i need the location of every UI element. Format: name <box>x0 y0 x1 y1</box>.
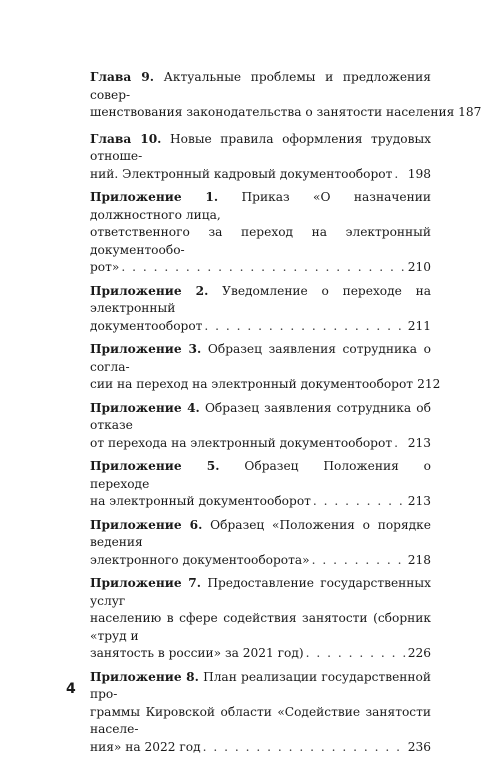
dot-leader <box>313 493 406 511</box>
toc-entry <box>90 517 431 570</box>
toc-entry <box>90 189 431 277</box>
toc-entry-title-line: Новые правила оформления трудовых отноше- <box>90 131 432 163</box>
dot-leader <box>394 435 406 453</box>
toc-entry-label: Приложение 4. <box>90 400 200 415</box>
toc-entry <box>90 131 431 184</box>
toc-entry-label: Приложение 3. <box>90 342 202 356</box>
toc-entry-title-line: План реализации государственной про- <box>90 669 431 701</box>
toc-entry-title-line: Образец «Положения о порядке ведения <box>90 517 431 549</box>
toc-entry <box>90 400 431 453</box>
toc-entry-title-line: шенствования законодательства о занятости населения <box>90 105 455 119</box>
toc-entry-label: Приложение 1. <box>90 190 219 204</box>
toc-entry-title-line: Уведомление о переходе на электронный <box>90 283 431 315</box>
toc-entry-label: Приложение 5. <box>90 459 220 473</box>
toc-entry-page: 213 <box>407 435 431 450</box>
toc-entry-page: 236 <box>407 739 431 754</box>
toc-entry-title-line: Актуальные проблемы и предложения совер- <box>90 70 431 102</box>
toc-entry-title-line: Образец заявления сотрудника об отказе <box>90 400 431 432</box>
toc-entry-title-line: ния» на 2022 год <box>90 739 201 754</box>
toc-entry-title-line: на электронный документооборот <box>90 494 311 508</box>
toc-entry-title-line: Образец заявления сотрудника о согла- <box>90 342 431 374</box>
toc-entry-title-line: населению в сфере содействия занятости (сборник «труд и <box>90 611 431 643</box>
toc-entry <box>90 283 431 336</box>
toc-entry-label: Глава 9. <box>90 70 155 84</box>
dot-leader <box>306 645 406 663</box>
toc-entry-title-line: от перехода на электронный документооборот <box>90 435 393 450</box>
toc-entry-title-line: граммы Кировской области «Содействие занятости населе- <box>90 704 431 736</box>
toc-entry-label: Приложение 6. <box>90 517 203 532</box>
toc-entry-label: Приложение 7. <box>90 576 201 590</box>
dot-leader <box>121 259 405 277</box>
toc-entry-page: 211 <box>407 318 431 333</box>
toc-entry-title-line: ответственного за переход на электронный документообо- <box>90 225 431 257</box>
toc-entry-title-line: Приказ «О назначении должностного лица, <box>90 190 431 222</box>
toc-entry <box>90 69 482 122</box>
toc-entry-title-line: ний. Электронный кадровый документооборот <box>90 166 393 181</box>
toc-entry-page: 226 <box>407 646 431 660</box>
toc-entry-title-line: Образец Положения о переходе <box>90 459 431 491</box>
toc-entry-label: Приложение 8. <box>90 669 199 684</box>
page-number: 4 <box>66 681 76 697</box>
toc-entry-label: Приложение 2. <box>90 283 209 298</box>
toc-entry-page: 213 <box>407 494 431 508</box>
toc-entry-page: 212 <box>417 377 441 391</box>
toc-entry-page: 218 <box>407 552 431 567</box>
toc-entry-title-line: рот» <box>90 260 120 274</box>
toc-entry-title-line: занятость в россии» за 2021 год) <box>90 646 304 660</box>
toc-entry-page: 187 <box>458 105 482 119</box>
toc-entry-title-line: сии на переход на электронный документооборот <box>90 377 414 391</box>
table-of-contents <box>90 69 482 762</box>
dot-leader <box>203 739 406 757</box>
toc-entry <box>90 341 441 394</box>
toc-entry-title-line: электронного документооборота» <box>90 552 310 567</box>
toc-entry <box>90 575 431 663</box>
dot-leader <box>204 318 405 336</box>
toc-entry <box>90 669 431 757</box>
toc-entry-page: 198 <box>407 166 431 181</box>
dot-leader <box>394 166 405 184</box>
dot-leader <box>312 552 406 570</box>
toc-entry-page: 210 <box>407 260 431 274</box>
toc-entry-label: Глава 10. <box>90 131 162 146</box>
toc-entry-title-line: Предоставление государственных услуг <box>90 576 431 608</box>
toc-entry <box>90 458 431 511</box>
toc-entry-title-line: документооборот <box>90 318 203 333</box>
